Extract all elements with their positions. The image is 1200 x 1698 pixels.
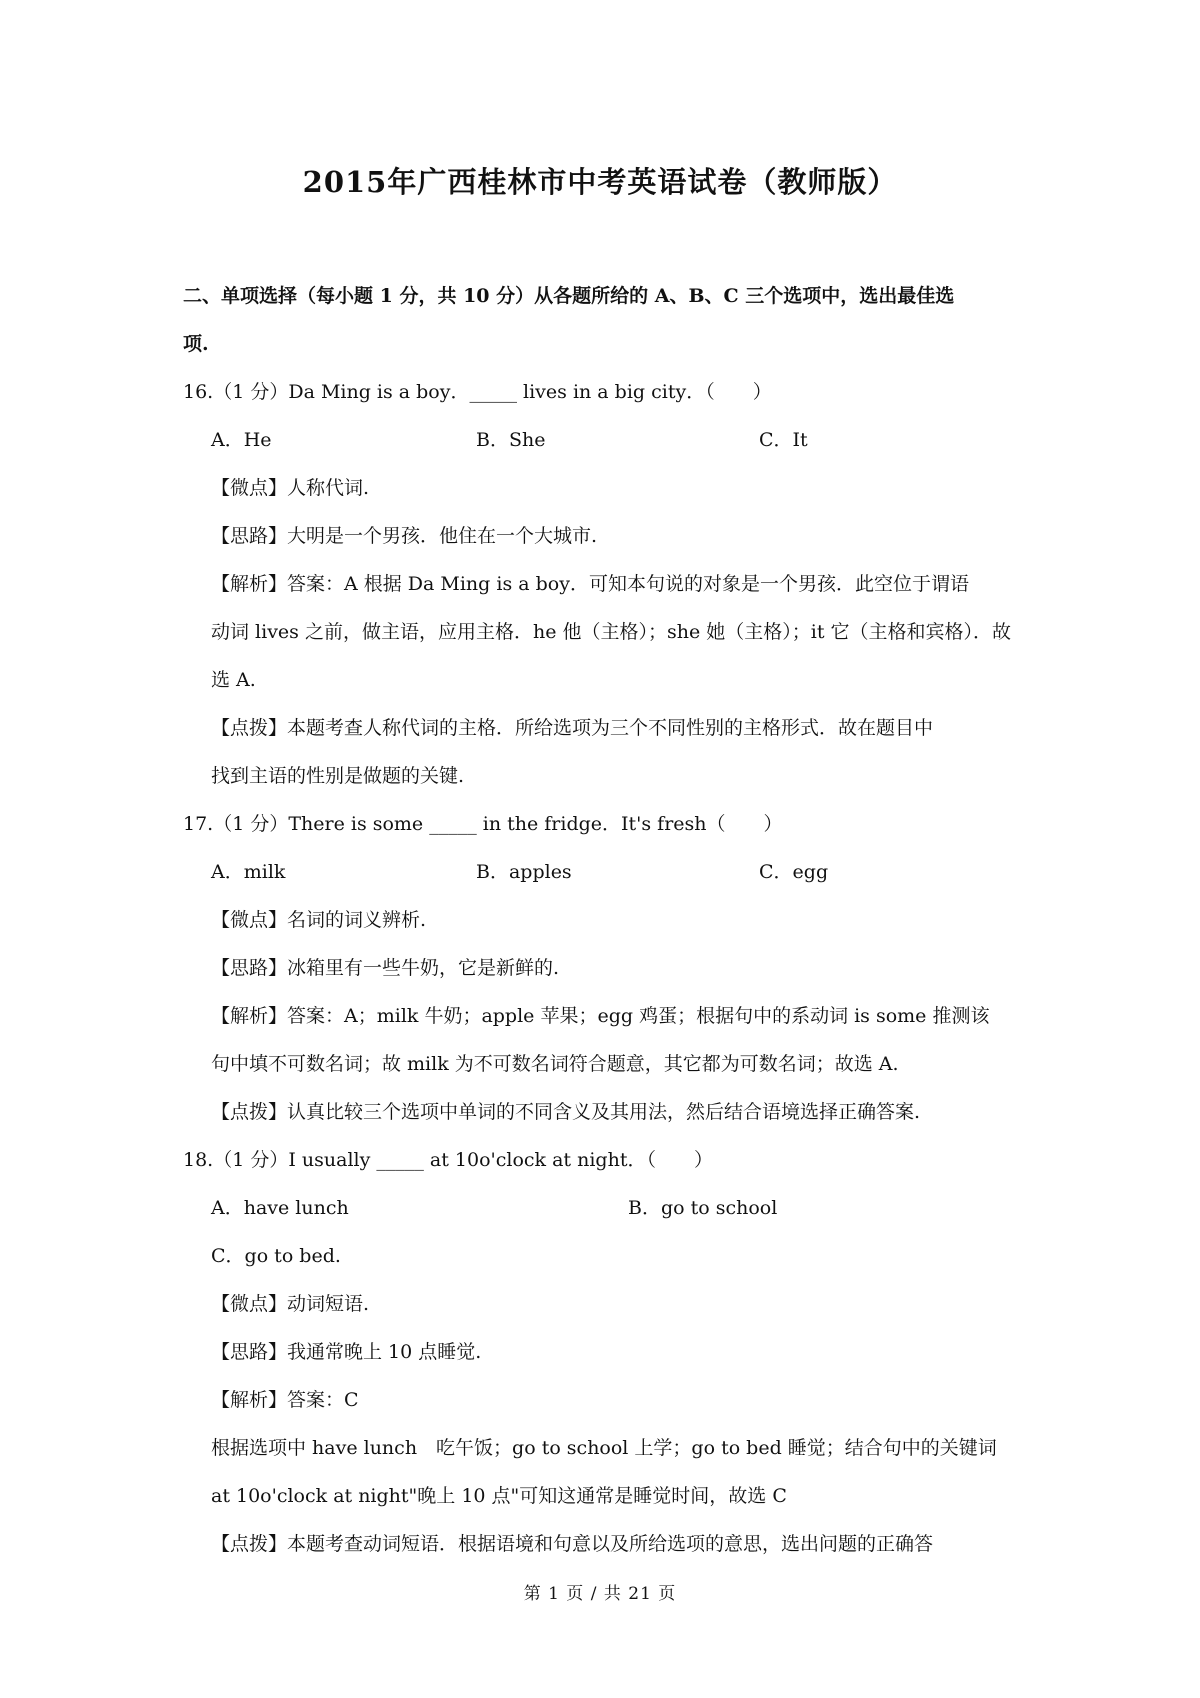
question-16-jiexi: 【解析】答案：A 根据 Da Ming is a boy．可知本句说的对象是一个男孩．此空位于谓语 xyxy=(211,573,969,595)
question-18-jiexi-cont: at 10o'clock at night"晚上 10 点"可知这通常是睡觉时间，故选 C xyxy=(211,1485,787,1507)
question-17-option-b: B．apples xyxy=(476,861,572,883)
question-17-stem: 17.（1 分）There is some _____ in the fridge．It's fresh（ ） xyxy=(183,813,783,835)
section-heading: 二、单项选择（每小题 1 分，共 10 分）从各题所给的 A、B、C 三个选项中，选出最佳选 xyxy=(183,285,955,307)
question-16-dianbo-cont: 找到主语的性别是做题的关键. xyxy=(211,765,465,787)
question-16-weidian: 【微点】人称代词. xyxy=(211,477,370,499)
question-18-dianbo: 【点拨】本题考查动词短语．根据语境和句意以及所给选项的意思，选出问题的正确答 xyxy=(211,1533,934,1555)
question-18-option-b: B．go to school xyxy=(628,1197,778,1219)
question-18-jiexi-cont: 根据选项中 have lunch 吃午饭；go to school 上学；go to bed 睡觉；结合句中的关键词 xyxy=(211,1437,997,1459)
question-18-option-a: A．have lunch xyxy=(211,1197,349,1219)
question-17-weidian: 【微点】名词的词义辨析. xyxy=(211,909,427,931)
question-18-jiexi: 【解析】答案：C xyxy=(211,1389,359,1411)
question-18-weidian: 【微点】动词短语. xyxy=(211,1293,370,1315)
question-16-option-a: A．He xyxy=(211,429,272,451)
question-17-silu: 【思路】冰箱里有一些牛奶，它是新鲜的. xyxy=(211,957,560,979)
question-17-jiexi: 【解析】答案：A；milk 牛奶；apple 苹果；egg 鸡蛋；根据句中的系动词 is some 推测该 xyxy=(211,1005,990,1027)
question-16-stem: 16.（1 分）Da Ming is a boy．_____ lives in a big city．（ ） xyxy=(183,381,772,403)
question-18-stem: 18.（1 分）I usually _____ at 10o'clock at night．（ ） xyxy=(183,1149,713,1171)
page-title: 2015年广西桂林市中考英语试卷（教师版） xyxy=(302,165,898,199)
question-16-dianbo: 【点拨】本题考查人称代词的主格．所给选项为三个不同性别的主格形式．故在题目中 xyxy=(211,717,934,739)
page-indicator: 第 1 页 / 共 21 页 xyxy=(523,1584,677,1604)
section-heading-cont: 项. xyxy=(183,333,209,355)
question-17-option-c: C．egg xyxy=(759,861,829,883)
question-18-silu: 【思路】我通常晚上 10 点睡觉. xyxy=(211,1341,482,1363)
question-18-option-c: C．go to bed. xyxy=(211,1245,341,1267)
question-16-option-c: C．It xyxy=(759,429,808,451)
question-16-silu: 【思路】大明是一个男孩．他住在一个大城市. xyxy=(211,525,598,547)
question-17-jiexi-cont: 句中填不可数名词；故 milk 为不可数名词符合题意，其它都为可数名词；故选 A. xyxy=(211,1053,899,1075)
question-17-option-a: A．milk xyxy=(211,861,286,883)
question-16-option-b: B．She xyxy=(476,429,546,451)
question-17-dianbo: 【点拨】认真比较三个选项中单词的不同含义及其用法，然后结合语境选择正确答案. xyxy=(211,1101,921,1123)
question-16-jiexi-cont: 选 A. xyxy=(211,669,256,691)
question-16-jiexi-cont: 动词 lives 之前，做主语，应用主格．he 他（主格）；she 她（主格）；it 它（主格和宾格）．故 xyxy=(211,621,1012,643)
